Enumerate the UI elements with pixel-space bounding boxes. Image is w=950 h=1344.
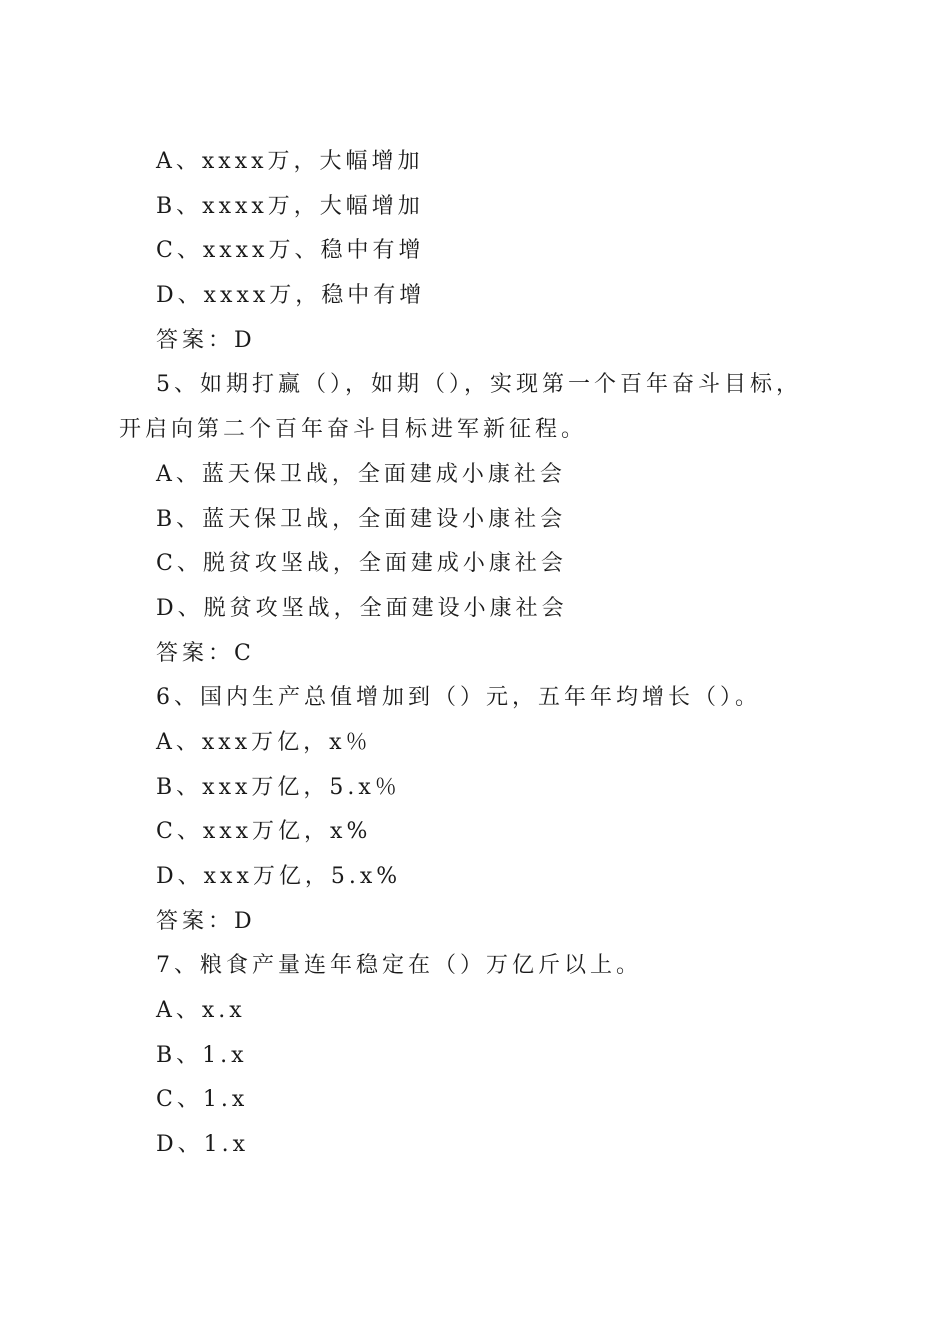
option-line: B、xxxx万，大幅增加: [156, 193, 424, 219]
document-body: [119, 140, 831, 1168]
option-line: B、蓝天保卫战，全面建设小康社会: [156, 506, 567, 532]
option-line: C、脱贫攻坚战，全面建成小康社会: [156, 551, 567, 577]
option-line: C、xxx万亿，x%: [156, 819, 372, 845]
option-line: A、蓝天保卫战，全面建成小康社会: [156, 461, 566, 487]
option-line: C、xxxx万、稳中有增: [156, 238, 425, 264]
option-line: D、1.x: [156, 1132, 250, 1158]
option-line: B、1.x: [156, 1042, 248, 1068]
option-line: A、xxxx万，大幅增加: [156, 149, 424, 174]
option-line: C、1.x: [156, 1087, 249, 1113]
option-line: B、xxx万亿，5.x％: [156, 774, 401, 800]
answer-line: 答案：D: [156, 908, 256, 934]
option-line: D、脱贫攻坚战，全面建设小康社会: [156, 595, 568, 621]
answer-line: 答案：D: [156, 327, 256, 353]
answer-line: 答案：C: [156, 640, 255, 666]
option-line: A、xxx万亿，x％: [156, 729, 372, 755]
question-line: 6、国内生产总值增加到（）元，五年年均增长（）。: [156, 685, 761, 711]
question-line: 5、如期打赢（），如期（），实现第一个百年奋斗目标，: [156, 372, 802, 398]
option-line: D、xxxx万，稳中有增: [156, 283, 426, 309]
question-continuation-line: 开启向第二个百年奋斗目标进军新征程。: [119, 417, 588, 443]
option-line: A、x.x: [156, 998, 246, 1024]
question-line: 7、粮食产量连年稳定在（）万亿斤以上。: [156, 953, 642, 979]
option-line: D、xxx万亿，5.x%: [156, 864, 402, 889]
